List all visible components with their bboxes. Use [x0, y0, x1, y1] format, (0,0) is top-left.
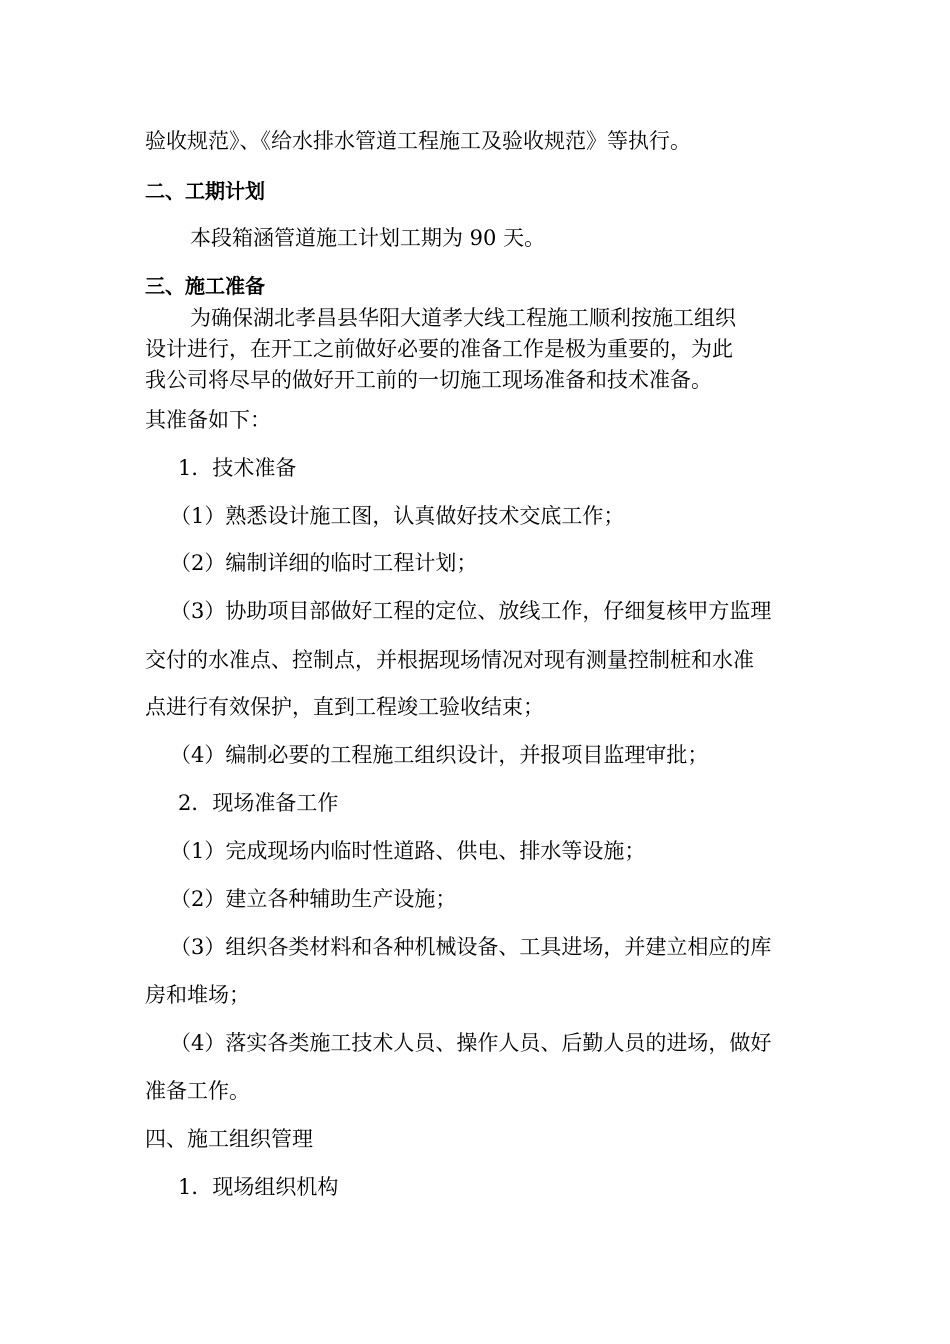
text-line: 交付的水准点、控制点，并根据现场情况对现有测量控制桩和水准 — [145, 648, 754, 672]
text-line: 1．现场组织机构 — [178, 1175, 339, 1199]
text-line: （1）完成现场内临时性道路、供电、排水等设施； — [170, 839, 646, 863]
text-line: 2．现场准备工作 — [178, 791, 339, 815]
text-line: 四、施工组织管理 — [145, 1127, 313, 1151]
text-line: （4）落实各类施工技术人员、操作人员、后勤人员的进场，做好 — [170, 1031, 772, 1055]
section-heading: 二、工期计划 — [145, 179, 265, 203]
text-line: 其准备如下： — [145, 408, 271, 432]
text-line: 设计进行，在开工之前做好必要的准备工作是极为重要的，为此 — [145, 337, 733, 361]
text-line: 房和堆场； — [145, 983, 250, 1007]
text-line: （1）熟悉设计施工图，认真做好技术交底工作； — [170, 504, 625, 528]
text-line: （3）组织各类材料和各种机械设备、工具进场，并建立相应的库 — [170, 935, 772, 959]
section-heading: 三、施工准备 — [145, 274, 265, 298]
text-line: 为确保湖北孝昌县华阳大道孝大线工程施工顺利按施工组织 — [190, 306, 736, 330]
text-line: 本段箱涵管道施工计划工期为 90 天。 — [190, 226, 546, 250]
text-line: 点进行有效保护，直到工程竣工验收结束； — [145, 695, 544, 719]
text-line: 我公司将尽早的做好开工前的一切施工现场准备和技术准备。 — [145, 368, 712, 392]
text-line: （2）编制详细的临时工程计划； — [170, 551, 478, 575]
text-line: 验收规范》、《给水排水管道工程施工及验收规范》等执行。 — [145, 129, 691, 153]
text-line: （4）编制必要的工程施工组织设计，并报项目监理审批； — [170, 743, 709, 767]
text-line: （3）协助项目部做好工程的定位、放线工作，仔细复核甲方监理 — [170, 599, 772, 623]
text-line: 1．技术准备 — [178, 456, 297, 480]
text-line: （2）建立各种辅助生产设施； — [170, 887, 457, 911]
text-line: 准备工作。 — [145, 1079, 250, 1103]
